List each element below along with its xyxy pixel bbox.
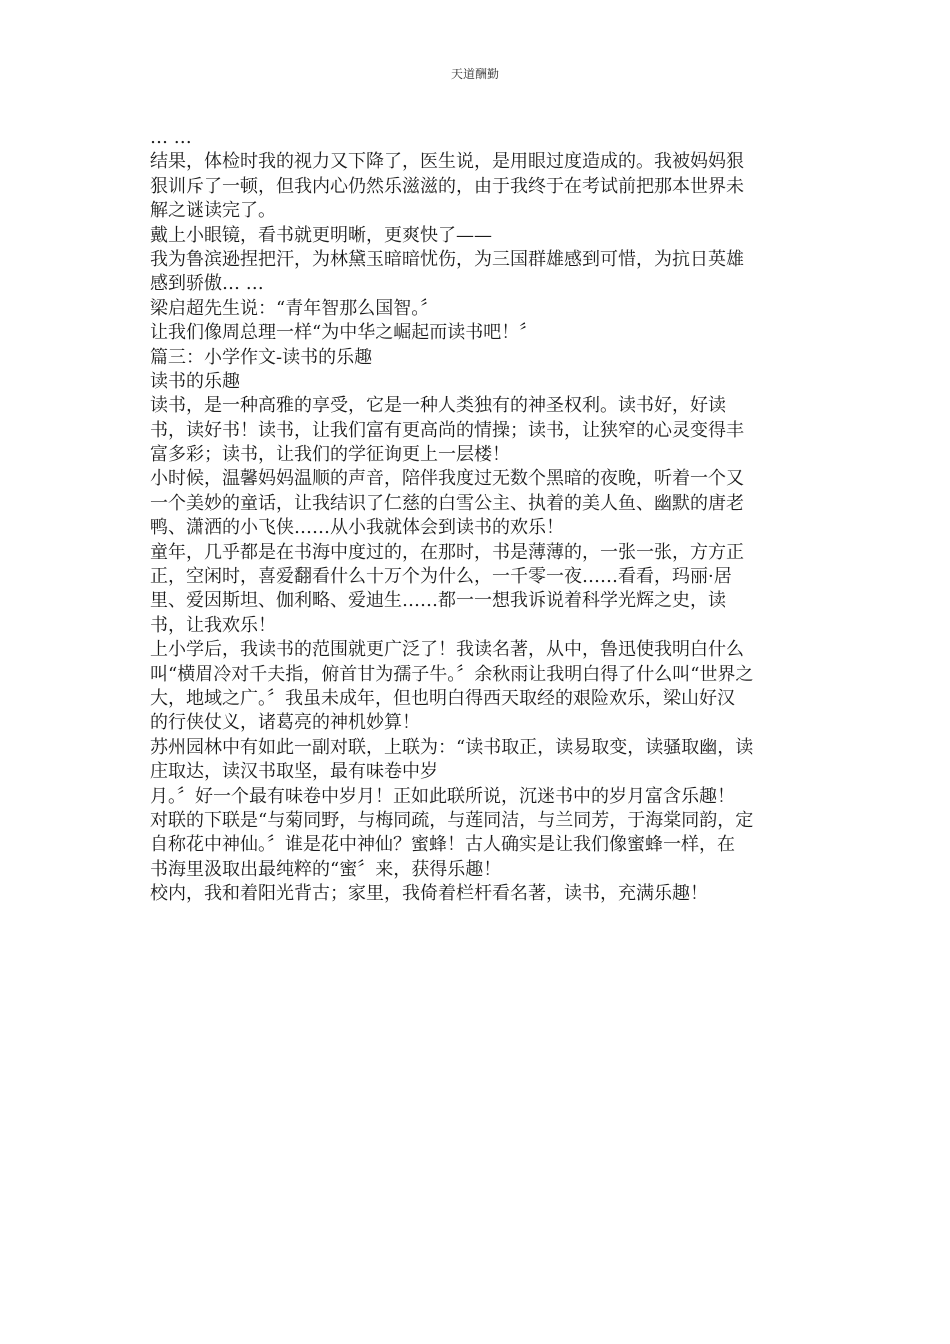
text-line: 戴上小眼镜，看书就更明晰，更爽快了—— — [150, 224, 492, 246]
text-line: 童年，几乎都是在书海中度过的，在那时，书是薄薄的，一张一张，方方正 — [150, 541, 744, 563]
text-line: 结果，体检时我的视力又下降了，医生说，是用眼过度造成的。我被妈妈狠 — [150, 151, 744, 173]
text-line: 让我们像周总理一样“为中华之崛起而读书吧！〞 — [150, 322, 538, 344]
text-line: 狠训斥了一顿，但我内心仍然乐滋滋的，由于我终于在考试前把那本世界未 — [150, 175, 744, 197]
text-line: 校内，我和着阳光背古；家里，我倚着栏杆看名著，读书，充满乐趣！ — [150, 883, 708, 905]
text-line: 里、爱因斯坦、伽利略、爱迪生……都一一想我诉说着科学光辉之史，读 — [150, 590, 726, 612]
text-line: 正，空闲时，喜爱翻看什么十万个为什么，一千零一夜……看看，玛丽·居 — [150, 566, 732, 588]
text-line: 庄取达，读汉书取坚，最有味卷中岁 — [150, 761, 438, 783]
text-line: 叫“横眉冷对千夫指，俯首甘为孺子牛。〞余秋雨让我明白得了什么叫“世界之 — [150, 663, 754, 685]
text-line: 月。〞好一个最有味卷中岁月！正如此联所说，沉迷书中的岁月富含乐趣！ — [150, 785, 735, 807]
text-line: 上小学后，我读书的范围就更广泛了！我读名著，从中，鲁迅使我明白什么 — [150, 639, 744, 661]
text-line: 书，让我欢乐！ — [150, 614, 276, 636]
section-heading: 篇三：小学作文-读书的乐趣 — [150, 346, 373, 368]
text-line: 小时候，温馨妈妈温顺的声音，陪伴我度过无数个黑暗的夜晚，听着一个又 — [150, 468, 744, 490]
text-line: 对联的下联是“与菊同野，与梅同疏，与莲同洁，与兰同芳，于海棠同韵，定 — [150, 809, 754, 831]
text-line: 我为鲁滨逊捏把汗，为林黛玉暗暗忧伤，为三国群雄感到可惜，为抗日英雄 — [150, 248, 744, 270]
text-line: 书，读好书！读书，让我们富有更高尚的情操；读书，让狭窄的心灵变得丰 — [150, 419, 744, 441]
text-line: 一个美妙的童话，让我结识了仁慈的白雪公主、执着的美人鱼、幽默的唐老 — [150, 492, 744, 514]
text-line: 解之谜读完了。 — [150, 200, 276, 222]
text-line: 书海里汲取出最纯粹的“蜜〞来，获得乐趣！ — [150, 858, 502, 880]
text-line: 感到骄傲… … — [150, 273, 264, 295]
text-line: 鸭、潇洒的小飞侠……从小我就体会到读书的欢乐！ — [150, 517, 564, 539]
text-line: 读书，是一种高雅的享受，它是一种人类独有的神圣权利。读书好，好读 — [150, 395, 726, 417]
text-line: 的行侠仗义，诸葛亮的神机妙算！ — [150, 712, 420, 734]
text-line: 富多彩；读书，让我们的学征询更上一层楼！ — [150, 444, 510, 466]
text-line: 大，地域之广。〞我虽未成年，但也明白得西天取经的艰险欢乐，梁山好汉 — [150, 687, 735, 709]
text-line: 苏州园林中有如此一副对联，上联为：“读书取正，读易取变，读骚取幽，读 — [150, 736, 754, 758]
page-header: 天道酬勤 — [450, 67, 499, 81]
text-line: … … — [150, 127, 192, 148]
document-body — [150, 126, 800, 907]
text-line: 梁启超先生说：“青年智那么国智。〞 — [150, 297, 439, 319]
text-line: 自称花中神仙。〞谁是花中神仙？蜜蜂！古人确实是让我们像蜜蜂一样，在 — [150, 834, 735, 856]
article-title: 读书的乐趣 — [150, 370, 240, 392]
